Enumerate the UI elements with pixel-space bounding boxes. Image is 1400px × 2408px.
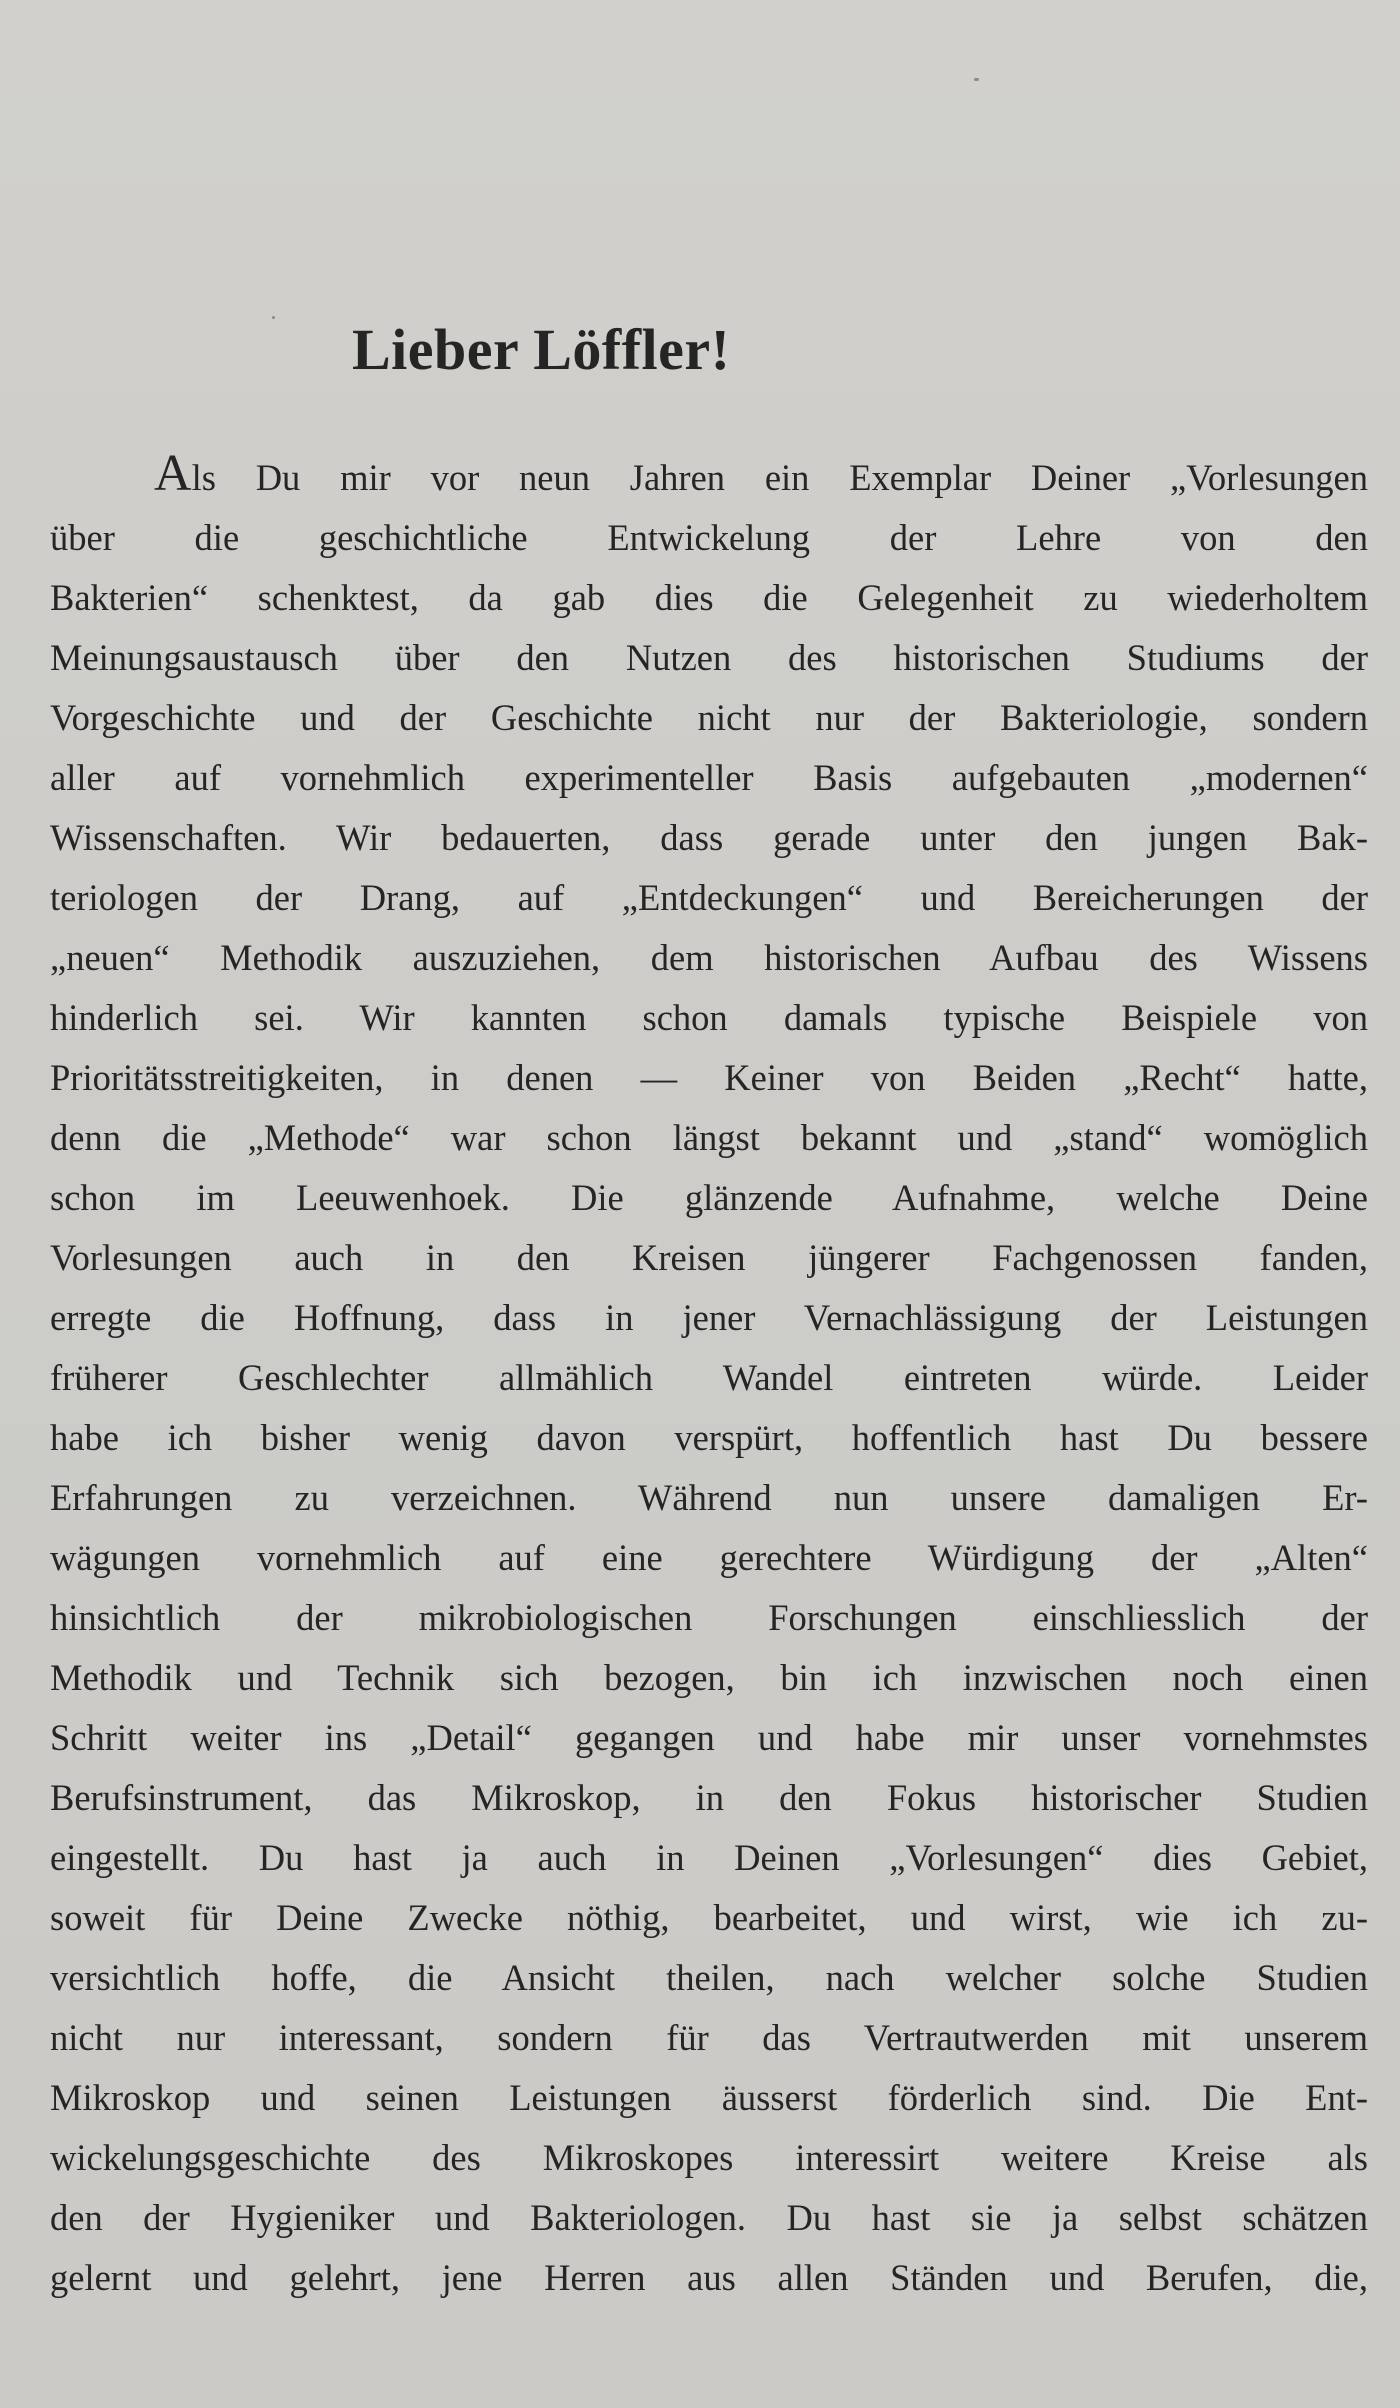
- text-line: schon im Leeuwenhoek. Die glänzende Aufnahme, welche Deine: [50, 1177, 1368, 1218]
- paper-speck: [974, 78, 979, 81]
- text-line: Als Du mir vor neun Jahren ein Exemplar Deiner „Vorlesungen: [154, 445, 1368, 502]
- text-line: wägungen vornehmlich auf eine gerechtere Würdigung der „Alten“: [50, 1537, 1368, 1578]
- text-line: eingestellt. Du hast ja auch in Deinen „Vorlesungen“ dies Gebiet,: [50, 1837, 1368, 1878]
- text-line: Vorgeschichte und der Geschichte nicht nur der Bakteriologie, sondern: [50, 697, 1368, 738]
- text-line: Erfahrungen zu verzeichnen. Während nun unsere damaligen Er-: [50, 1477, 1368, 1518]
- text-line: habe ich bisher wenig davon verspürt, hoffentlich hast Du bessere: [50, 1417, 1368, 1458]
- text-line: versichtlich hoffe, die Ansicht theilen, nach welcher solche Studien: [50, 1957, 1368, 1998]
- text-line: hinsichtlich der mikrobiologischen Forschungen einschliesslich der: [50, 1597, 1368, 1638]
- paper-speck: [272, 316, 275, 319]
- letter-heading: Lieber Löffler!: [352, 317, 731, 382]
- drop-cap: A: [154, 445, 192, 502]
- text-line: soweit für Deine Zwecke nöthig, bearbeitet, und wirst, wie ich zu-: [50, 1897, 1368, 1938]
- text-line: „neuen“ Methodik auszuziehen, dem historischen Aufbau des Wissens: [50, 937, 1368, 978]
- text-line: früherer Geschlechter allmählich Wandel eintreten würde. Leider: [50, 1357, 1368, 1398]
- text-line: Methodik und Technik sich bezogen, bin ich inzwischen noch einen: [50, 1657, 1368, 1698]
- text-line: hinderlich sei. Wir kannten schon damals typische Beispiele von: [50, 997, 1368, 1038]
- text-line: erregte die Hoffnung, dass in jener Vernachlässigung der Leistungen: [50, 1297, 1368, 1338]
- text-line: aller auf vornehmlich experimenteller Basis aufgebauten „modernen“: [50, 757, 1368, 798]
- letter-body: [50, 445, 1368, 2308]
- text-line: Wissenschaften. Wir bedauerten, dass gerade unter den jungen Bak-: [50, 817, 1368, 858]
- text-line: Bakterien“ schenktest, da gab dies die Gelegenheit zu wiederholtem: [50, 577, 1368, 618]
- text-line: Berufsinstrument, das Mikroskop, in den Fokus historischer Studien: [50, 1777, 1368, 1818]
- text-line: Mikroskop und seinen Leistungen äusserst förderlich sind. Die Ent-: [50, 2077, 1368, 2118]
- text-line: Prioritätsstreitigkeiten, in denen — Keiner von Beiden „Recht“ hatte,: [50, 1057, 1368, 1098]
- text-line: gelernt und gelehrt, jene Herren aus allen Ständen und Berufen, die,: [50, 2257, 1368, 2298]
- text-line: Meinungsaustausch über den Nutzen des historischen Studiums der: [50, 637, 1368, 678]
- text-line: denn die „Methode“ war schon längst bekannt und „stand“ womöglich: [50, 1117, 1368, 1158]
- text-line: nicht nur interessant, sondern für das Vertrautwerden mit unserem: [50, 2017, 1368, 2058]
- text-line: den der Hygieniker und Bakteriologen. Du hast sie ja selbst schätzen: [50, 2197, 1368, 2238]
- text-line: Schritt weiter ins „Detail“ gegangen und habe mir unser vornehmstes: [50, 1717, 1368, 1758]
- text-line: Vorlesungen auch in den Kreisen jüngerer Fachgenossen fanden,: [50, 1237, 1368, 1278]
- text-line: wickelungsgeschichte des Mikroskopes interessirt weitere Kreise als: [50, 2137, 1368, 2178]
- text-line: teriologen der Drang, auf „Entdeckungen“ und Bereicherungen der: [50, 877, 1368, 918]
- text-line: über die geschichtliche Entwickelung der Lehre von den: [50, 517, 1368, 558]
